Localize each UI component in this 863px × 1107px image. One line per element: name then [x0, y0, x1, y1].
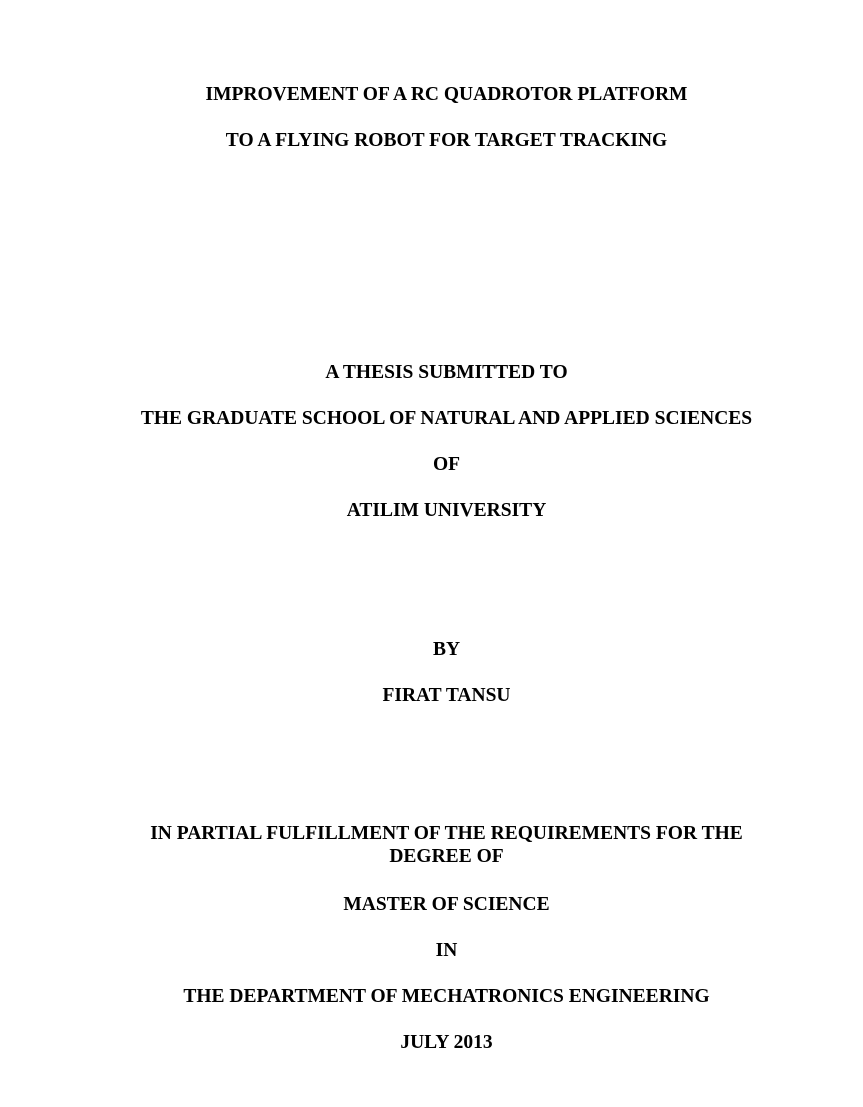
submission-line-1: A THESIS SUBMITTED TO [325, 362, 568, 383]
university-name: ATILIM UNIVERSITY [346, 500, 547, 521]
title-line-2: TO A FLYING ROBOT FOR TARGET TRACKING [225, 130, 668, 151]
submission-date: JULY 2013 [400, 1032, 493, 1053]
title-line-1: IMPROVEMENT OF A RC QUADROTOR PLATFORM [205, 84, 688, 105]
graduate-school-line: THE GRADUATE SCHOOL OF NATURAL AND APPLIED SCIENCES [140, 408, 753, 429]
requirements-line-1: IN PARTIAL FULFILLMENT OF THE REQUIREMENTS FOR THE [150, 823, 743, 844]
degree-name: MASTER OF SCIENCE [343, 894, 550, 915]
requirements-line-2: DEGREE OF [389, 846, 504, 867]
degree-in-label: IN [435, 940, 458, 961]
requirements-statement [0, 822, 863, 868]
author-name: FIRAT TANSU [382, 685, 511, 706]
submission-of-line: OF [432, 454, 461, 475]
author-by-label: BY [432, 639, 461, 660]
department-name: THE DEPARTMENT OF MECHATRONICS ENGINEERING [183, 986, 710, 1007]
